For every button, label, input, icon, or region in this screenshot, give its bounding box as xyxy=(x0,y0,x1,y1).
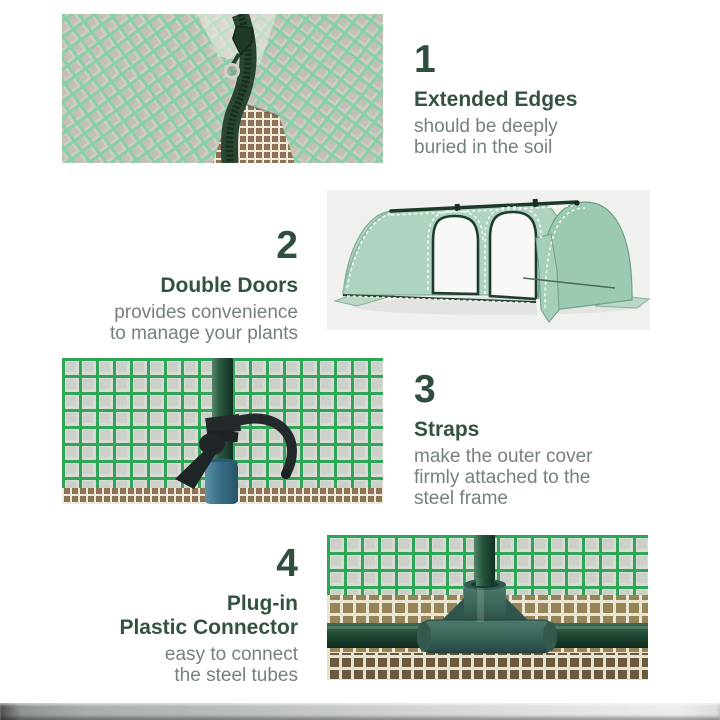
feature-block-straps xyxy=(414,370,654,509)
feature-description: provides convenience to manage your plants xyxy=(109,302,298,344)
plastic-connector-sleeve xyxy=(205,462,238,504)
zipper-mesh-illustration xyxy=(62,14,383,163)
feature-description: easy to connect the steel tubes xyxy=(164,644,298,686)
feature-block-plastic-connector xyxy=(48,544,298,686)
feature-block-extended-edges xyxy=(414,40,644,158)
dark-ground-band xyxy=(327,653,648,680)
feature-number: 1 xyxy=(414,38,436,81)
feature-block-double-doors xyxy=(58,226,298,344)
strap-pole-illustration xyxy=(62,358,383,504)
feature-description: make the outer cover firmly attached to the steel frame xyxy=(414,446,593,509)
greenhouse-illustration xyxy=(327,190,650,330)
feature-title: Extended Edges xyxy=(414,88,578,111)
feature-number: 2 xyxy=(276,224,298,267)
right-door-opening xyxy=(490,212,536,299)
feature-title: Straps xyxy=(414,418,480,441)
metal-gradient-bar xyxy=(0,703,720,720)
feature-number: 3 xyxy=(414,368,436,411)
feature-number: 4 xyxy=(276,542,298,585)
feature-photo-extended-edges xyxy=(62,14,383,163)
feature-title: Double Doors xyxy=(160,274,298,297)
feature-photo-plastic-connector xyxy=(327,535,648,680)
zipper-pull-ring xyxy=(226,65,239,78)
t-connector-illustration xyxy=(327,535,648,680)
feature-photo-double-doors xyxy=(327,190,650,330)
feature-title: Plug-in Plastic Connector xyxy=(119,592,298,639)
left-door-opening xyxy=(433,216,478,294)
feature-photo-straps xyxy=(62,358,383,504)
feature-description: should be deeply buried in the soil xyxy=(414,116,558,158)
